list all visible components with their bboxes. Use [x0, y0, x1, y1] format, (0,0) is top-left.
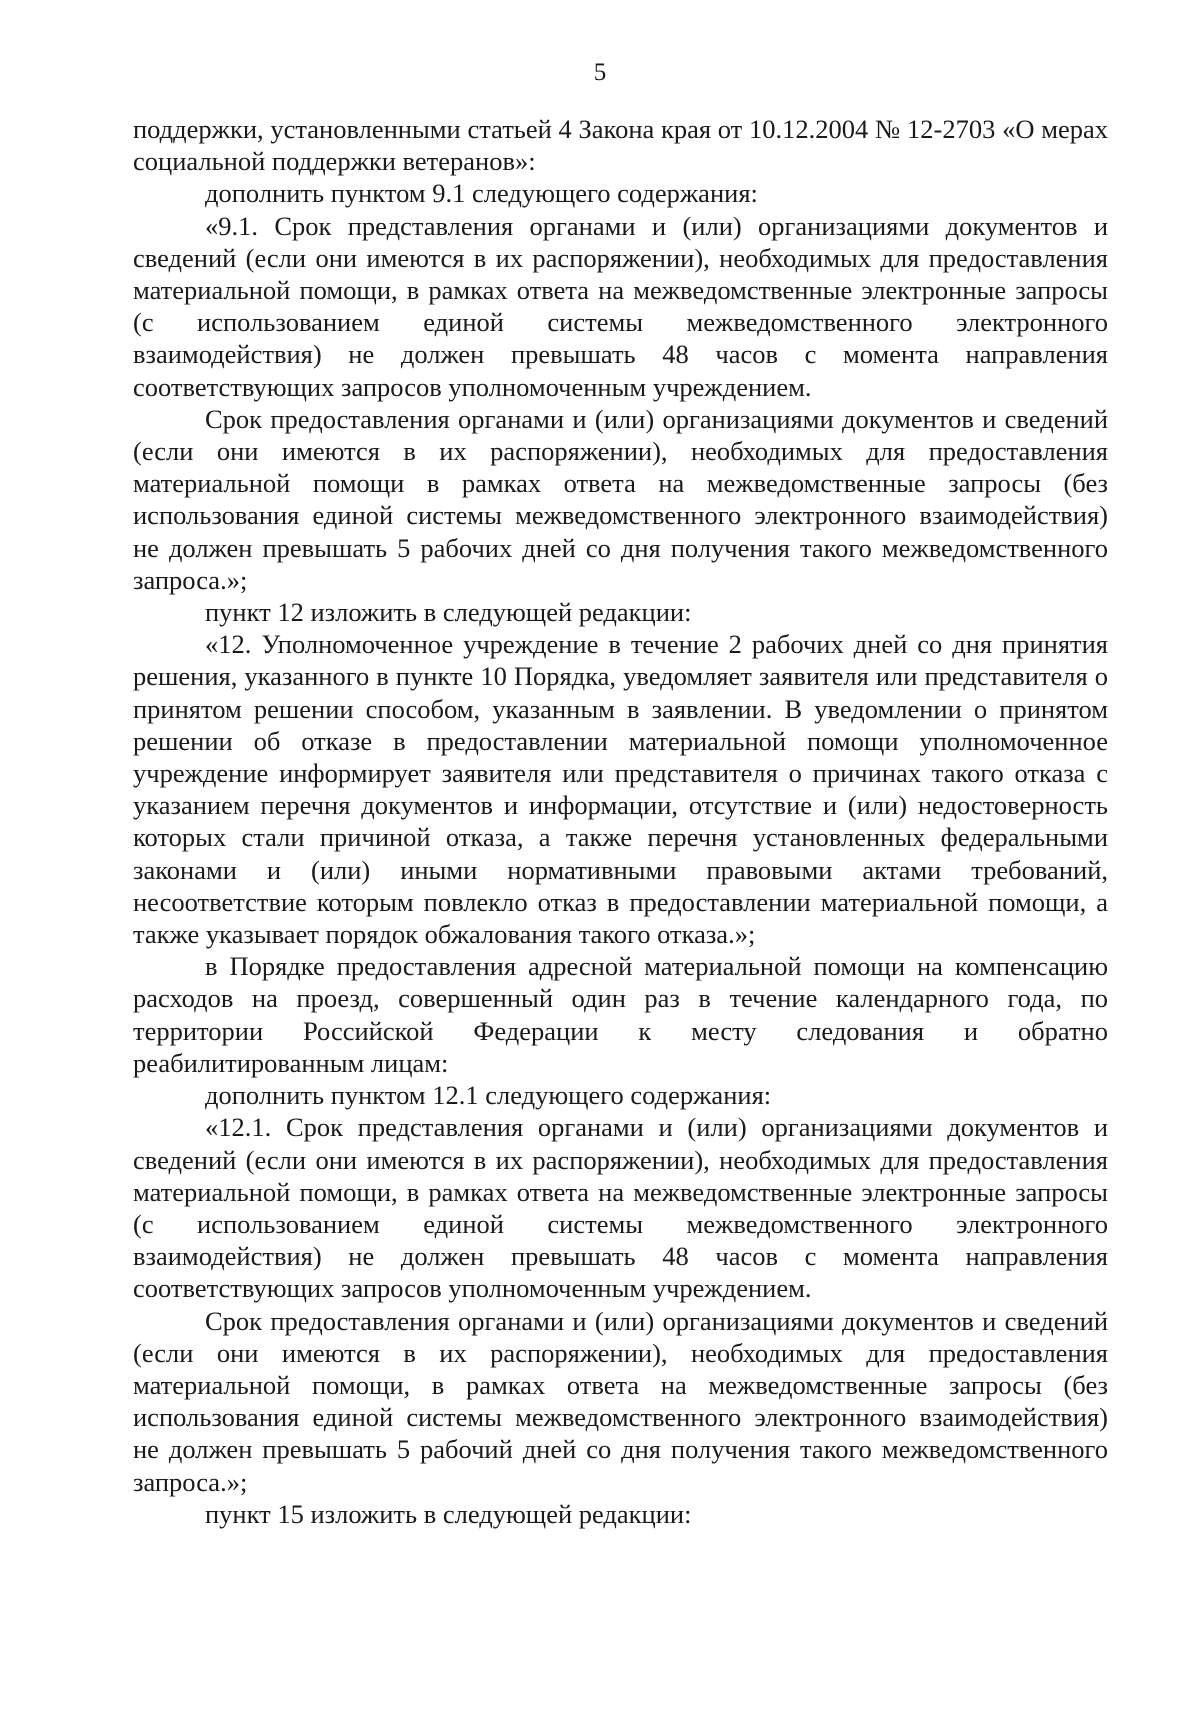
document-body [133, 113, 1108, 1530]
paragraph: пункт 12 изложить в следующей редакции: [205, 597, 692, 628]
paragraph: Срок предоставления органами и (или) организациями документов и сведений (если они имеются в их распоряжении), необходимых для предоставления материальной помощи, в рамках ответа на межведомственные запросы (без использования единой системы межведомственного электронного взаимодействия) не должен превышать 5 рабочий дней со дня получения такого межведомственного запроса.»; [133, 1305, 1108, 1497]
paragraph: пункт 15 изложить в следующей редакции: [205, 1498, 692, 1529]
paragraph: дополнить пунктом 9.1 следующего содержания: [205, 178, 758, 209]
paragraph: в Порядке предоставления адресной материальной помощи на компенсацию расходов на проезд, совершенный один раз в течение календарного года, по территории Российской Федерации к месту следования и обратно реабилитированным лицам: [133, 951, 1108, 1078]
paragraph: дополнить пунктом 12.1 следующего содержания: [205, 1080, 772, 1111]
paragraph: поддержки, установленными статьей 4 Закона края от 10.12.2004 № 12-2703 «О мерах социальной поддержки ветеранов»: [133, 114, 1108, 177]
paragraph: Срок предоставления органами и (или) организациями документов и сведений (если они имеются в их распоряжении), необходимых для предоставления материальной помощи в рамках ответа на межведомственные запросы (без использования единой системы межведомственного электронного взаимодействия) не должен превышать 5 рабочих дней со дня получения такого межведомственного запроса.»; [133, 403, 1108, 595]
paragraph: «12. Уполномоченное учреждение в течение 2 рабочих дней со дня принятия решения, указанного в пункте 10 Порядка, уведомляет заявителя или представителя о принятом решении способом, указанным в заявлении. В уведомлении о принятом решении об отказе в предоставлении материальной помощи уполномоченное учреждение информирует заявителя или представителя о причинах такого отказа с указанием перечня документов и информации, отсутствие и (или) недостоверность которых стали причиной отказа, а также перечня установленных федеральными законами и (или) иными нормативными правовыми актами требований, несоответствие которым повлекло отказ в предоставлении материальной помощи, а также указывает порядок обжалования такого отказа.»; [133, 629, 1108, 950]
paragraph: «12.1. Срок представления органами и (или) организациями документов и сведений (если они имеются в их распоряжении), необходимых для предоставления материальной помощи, в рамках ответа на межведомственные электронные запросы (с использованием единой системы межведомственного электронного взаимодействия) не должен превышать 48 часов с момента направления соответствующих запросов уполномоченным учреждением. [133, 1112, 1108, 1304]
paragraph: «9.1. Срок представления органами и (или) организациями документов и сведений (если они имеются в их распоряжении), необходимых для предоставления материальной помощи, в рамках ответа на межведомственные электронные запросы (с использованием единой системы межведомственного электронного взаимодействия) не должен превышать 48 часов с момента направления соответствующих запросов уполномоченным учреждением. [133, 210, 1108, 402]
page-number: 5 [593, 59, 607, 86]
